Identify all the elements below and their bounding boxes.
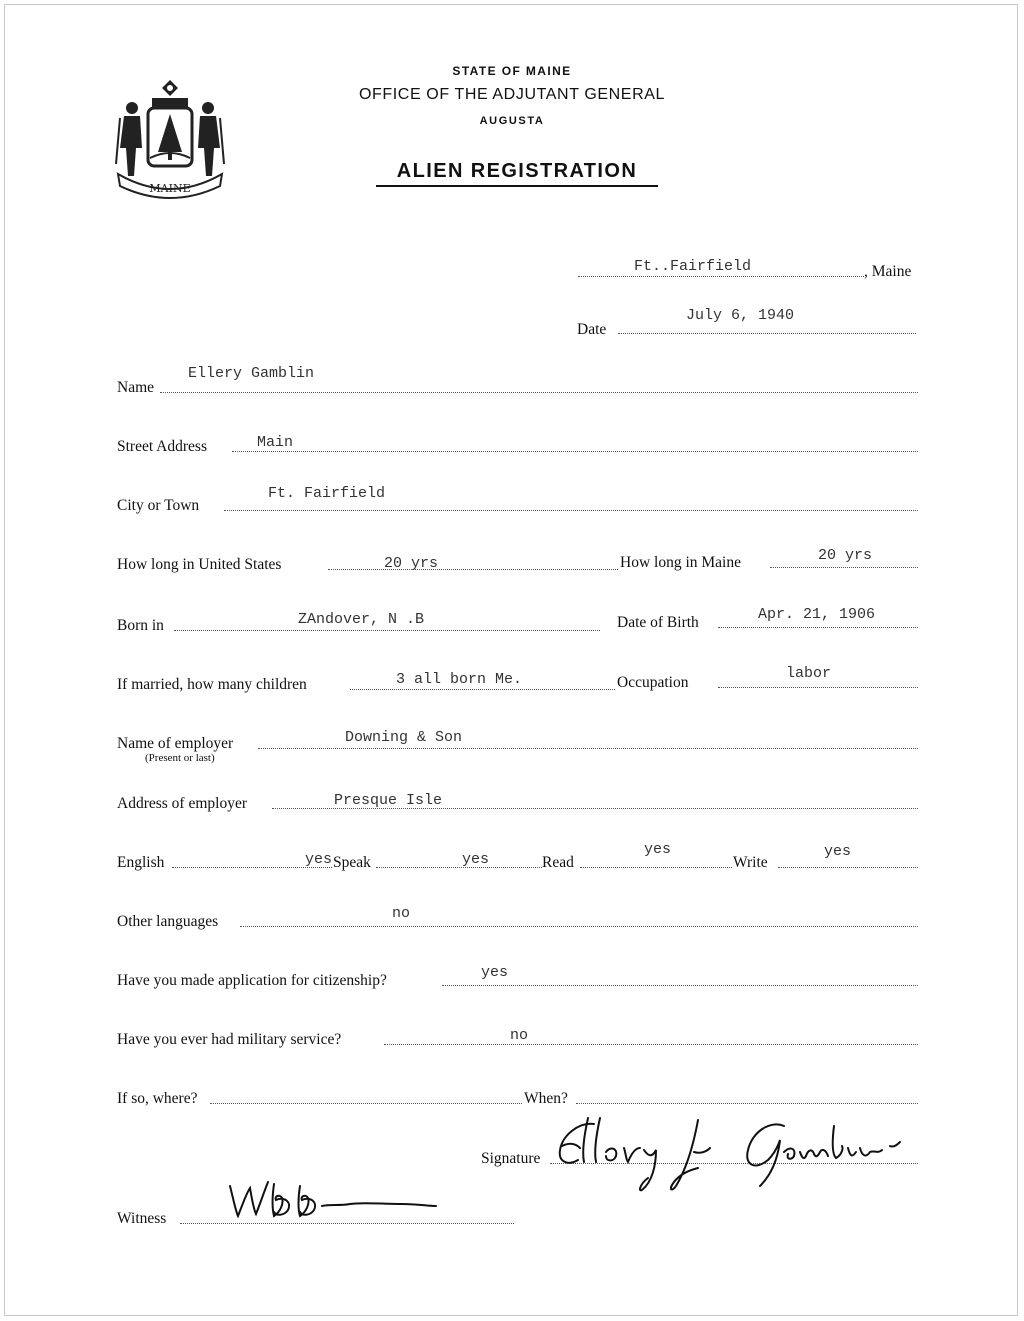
when-line (576, 1103, 918, 1104)
read-line (580, 867, 732, 868)
occupation-label: Occupation (617, 674, 689, 691)
date-value: July 6, 1940 (686, 307, 795, 324)
speak-value: yes (462, 851, 490, 868)
citizenship-label: Have you made application for citizenship? (117, 972, 387, 989)
employer-name-sublabel: (Present or last) (145, 752, 215, 764)
how-long-maine-line (770, 567, 918, 568)
how-long-maine-value: 20 yrs (818, 547, 873, 564)
occupation-value: labor (786, 665, 832, 682)
header-office: OFFICE OF THE ADJUTANT GENERAL (358, 86, 666, 103)
citizenship-line (442, 985, 918, 986)
signature-label: Signature (481, 1150, 541, 1167)
read-value: yes (644, 841, 672, 858)
header-state: STATE OF MAINE (452, 64, 572, 78)
citizenship-value: yes (481, 964, 509, 981)
english-label: English (117, 854, 165, 871)
date-label: Date (577, 321, 607, 338)
applicant-signature (548, 1112, 938, 1202)
witness-label: Witness (117, 1210, 167, 1227)
write-label: Write (733, 854, 768, 871)
when-label: When? (524, 1090, 568, 1107)
born-in-value: ZAndover, N .B (298, 611, 425, 628)
city-or-town-label: City or Town (117, 497, 200, 514)
other-languages-value: no (392, 905, 411, 922)
header-city: AUGUSTA (479, 115, 545, 127)
form-title: ALIEN REGISTRATION (376, 160, 658, 187)
write-value: yes (824, 843, 852, 860)
children-value: 3 all born Me. (396, 671, 523, 688)
date-of-birth-value: Apr. 21, 1906 (758, 606, 876, 623)
read-label: Read (542, 854, 574, 871)
employer-name-label: Name of employer (117, 735, 234, 752)
date-of-birth-label: Date of Birth (617, 614, 699, 631)
born-in-label: Born in (117, 617, 164, 634)
witness-signature (222, 1172, 452, 1226)
employer-name-value: Downing & Son (345, 729, 463, 746)
street-address-value: Main (257, 434, 294, 451)
how-long-maine-label: How long in Maine (620, 554, 741, 571)
town-suffix: , Maine (864, 263, 912, 280)
employer-address-label: Address of employer (117, 795, 247, 812)
name-value: Ellery Gamblin (188, 365, 315, 382)
employer-address-value: Presque Isle (334, 792, 443, 809)
where-label: If so, where? (117, 1090, 198, 1107)
name-line (160, 392, 918, 393)
write-line (778, 867, 918, 868)
other-languages-line (240, 926, 918, 927)
children-label: If married, how many children (117, 676, 307, 693)
town-value: Ft..Fairfield (634, 258, 752, 275)
street-address-label: Street Address (117, 438, 207, 455)
born-in-line (174, 630, 600, 631)
employer-name-line (258, 748, 918, 749)
children-line (350, 689, 615, 690)
date-line (618, 333, 916, 334)
military-label: Have you ever had military service? (117, 1031, 342, 1048)
street-address-line (232, 451, 918, 452)
seal-label: MAINE (149, 182, 191, 195)
how-long-us-line (328, 569, 618, 570)
where-line (210, 1103, 522, 1104)
date-of-birth-line (718, 627, 918, 628)
speak-line (376, 867, 542, 868)
town-line (578, 276, 864, 277)
city-or-town-line (224, 510, 918, 511)
how-long-us-label: How long in United States (117, 556, 282, 573)
city-or-town-value: Ft. Fairfield (268, 485, 386, 502)
how-long-us-value: 20 yrs (384, 555, 439, 572)
occupation-line (718, 687, 918, 688)
name-label: Name (117, 379, 155, 396)
english-value: yes (305, 851, 333, 868)
speak-label: Speak (333, 854, 371, 871)
other-languages-label: Other languages (117, 913, 219, 930)
military-value: no (510, 1027, 529, 1044)
military-line (384, 1044, 918, 1045)
